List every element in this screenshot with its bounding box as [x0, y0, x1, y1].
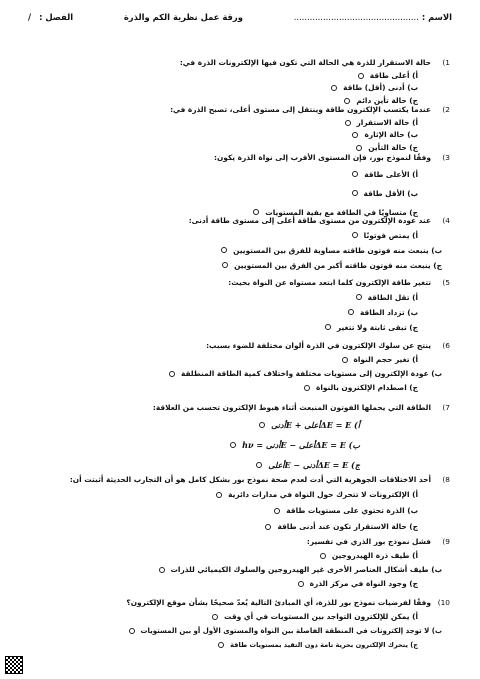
- radio-icon[interactable]: [259, 422, 265, 428]
- radio-icon[interactable]: [298, 581, 304, 587]
- option-a[interactable]: [30, 487, 418, 503]
- radio-icon[interactable]: [265, 524, 271, 530]
- question-stem: فشل نموذج بور الذري في تفسير:: [306, 537, 431, 546]
- question-2: [30, 104, 450, 154]
- option-b[interactable]: [30, 563, 442, 577]
- radio-icon[interactable]: [230, 442, 236, 448]
- radio-icon[interactable]: [159, 567, 165, 573]
- radio-icon[interactable]: [129, 628, 135, 634]
- sheet-title: ورقة عمل نظرية الكم والذرة: [123, 12, 243, 22]
- option-a[interactable]: [30, 290, 418, 305]
- radio-icon[interactable]: [352, 132, 358, 138]
- question-stem: وفقًا لنموذج بور، فإن المستوى الأقرب إلى نواة الذرة يكون:: [214, 153, 431, 162]
- option-label: ب) طيف أشكال العناصر الأخرى غير الهيدروجين والسلوك الكيميائي للذرات: [170, 564, 442, 574]
- question-number: (4: [442, 216, 450, 225]
- option-b[interactable]: [30, 435, 360, 455]
- question-7: [30, 402, 450, 475]
- class-value: /: [28, 12, 32, 22]
- option-a[interactable]: [30, 117, 418, 130]
- radio-icon[interactable]: [344, 98, 350, 104]
- radio-icon[interactable]: [356, 145, 362, 151]
- option-label: ب) عودة الإلكترون إلى مستويات مختلفة واختلاف كمية الطاقة المنطلقة: [181, 368, 442, 378]
- option-b[interactable]: [30, 305, 418, 320]
- question-1: [30, 57, 450, 107]
- question-9: [30, 536, 450, 591]
- question-stem: عندما يكتسب الإلكترون طاقة وينتقل إلى مستوى أعلى، تصبح الذرة في:: [170, 105, 431, 114]
- option-b[interactable]: [30, 184, 418, 203]
- option-label: ج) تبقى ثابتة ولا تتغير: [336, 322, 418, 332]
- option-label: ب) الذرة تحتوي على مستويات طاقة: [286, 505, 418, 515]
- option-b[interactable]: [30, 82, 418, 95]
- name-field[interactable]: [294, 12, 452, 22]
- option-label: ج) يتحرك الإلكترون بحرية تامة دون التقيد بمستويات طاقة: [230, 640, 418, 649]
- question-number: (1: [442, 58, 450, 67]
- radio-icon[interactable]: [304, 385, 310, 391]
- option-label: أ) حالة الاستقرار: [356, 117, 418, 127]
- option-c[interactable]: [30, 381, 418, 395]
- option-c[interactable]: [30, 455, 360, 475]
- radio-icon[interactable]: [356, 294, 362, 300]
- question-stem: وفقًا لفرضيات نموذج بور للذرة، أي المبادئ التالية يُعدّ صحيحًا بشأن موقع الإلكترون؟: [126, 598, 431, 607]
- radio-icon[interactable]: [222, 262, 228, 268]
- question-stem: الطاقة التي يحملها الفوتون المنبعث أثناء هبوط الإلكترون تحسب من العلاقة:: [152, 403, 431, 412]
- option-b[interactable]: [30, 367, 442, 381]
- question-8: [30, 474, 450, 535]
- name-blank: ...............................................: [293, 12, 419, 22]
- question-number: (10: [437, 598, 450, 607]
- question-4: [30, 215, 450, 273]
- radio-icon[interactable]: [348, 309, 354, 315]
- option-label: أ) الأعلى طاقة: [364, 169, 418, 179]
- question-stem: ينتج عن سلوك الإلكترون في الذرة ألوان مختلفة للضوء بسبب:: [206, 341, 431, 350]
- option-label: ج) ينبعث منه فوتون طاقته أكبر من الفرق بين المستويين: [234, 260, 442, 270]
- option-label: أ) يمتص فوتونًا: [363, 230, 418, 240]
- radio-icon[interactable]: [169, 371, 175, 377]
- question-stem: عند عودة الإلكترون من مستوى طاقة أعلى إلى مستوى طاقة أدنى:: [188, 216, 431, 225]
- option-a[interactable]: [30, 610, 418, 624]
- option-label: ب) حالة الإثارة: [364, 130, 418, 139]
- equation-label: ج) ΔE = Eأدنى − Eأعلى: [268, 459, 360, 470]
- radio-icon[interactable]: [274, 508, 280, 514]
- qr-code-icon: [6, 657, 22, 673]
- question-stem: أحد الاختلافات الجوهرية التي أدت لعدم صحة نموذج بور بشكل كامل هو أن التجارب الحديثة أثبتت أن:: [69, 475, 431, 484]
- question-number: (2: [442, 105, 450, 114]
- question-stem: حالة الاستقرار للذرة هي الحالة التي تكون فيها الإلكترونات الذرة في:: [179, 58, 431, 67]
- option-label: أ) أعلى طاقة: [369, 70, 418, 80]
- radio-icon[interactable]: [325, 324, 331, 330]
- option-label: ب) الأقل طاقة: [363, 188, 418, 198]
- option-label: ج) متساويًا في الطاقة مع بقية المستويات: [265, 207, 418, 217]
- option-label: أ) تغير حجم النواة: [353, 354, 418, 364]
- radio-icon[interactable]: [352, 232, 358, 238]
- option-a[interactable]: [30, 228, 418, 243]
- question-5: [30, 277, 450, 335]
- radio-icon[interactable]: [352, 190, 358, 196]
- option-label: أ) الإلكترونات لا تتحرك حول النواة في مدارات دائرية: [228, 489, 418, 499]
- option-a[interactable]: [30, 549, 418, 563]
- question-number: (3: [442, 153, 450, 162]
- question-3: [30, 152, 450, 222]
- option-label: ب) ينبعث منه فوتون طاقته مساوية للفرق بين المستويين: [233, 245, 442, 255]
- option-b[interactable]: [30, 129, 418, 142]
- option-label: أ) تقل الطاقة: [367, 292, 418, 302]
- option-label: ب) لا توجد إلكترونات في المنطقة الفاصلة بين النواة والمستوى الأول أو بين المستويات: [140, 626, 442, 635]
- option-c[interactable]: [30, 519, 418, 535]
- radio-icon[interactable]: [256, 462, 262, 468]
- option-c[interactable]: [30, 577, 418, 591]
- option-label: ب) أدنى (أقل) طاقة: [343, 83, 418, 92]
- equation-label: أ) ΔE = Eأعلى + Eأدنى: [271, 419, 360, 430]
- question-10: [30, 597, 450, 652]
- option-label: ج) حالة التأين: [368, 142, 418, 152]
- option-label: ج) اصطدام الإلكترون بالنواة: [315, 382, 418, 392]
- option-label: ج) وجود النواة في مركز الذرة: [309, 578, 418, 588]
- question-number: (6: [442, 341, 450, 350]
- question-6: [30, 340, 450, 395]
- radio-icon[interactable]: [218, 642, 224, 648]
- radio-icon[interactable]: [212, 614, 218, 620]
- option-a[interactable]: [30, 165, 418, 184]
- option-label: أ) طيف ذرة الهيدروجين: [331, 550, 418, 560]
- equation-label: ب) ΔE = Eأعلى − Eأدنى = hν: [242, 439, 360, 450]
- option-label: ب) تزداد الطاقة: [359, 307, 418, 317]
- class-label: الفصل :: [39, 12, 74, 22]
- radio-icon[interactable]: [358, 73, 364, 79]
- option-label: ج) حالة الاستقرار تكون عند أدنى طاقة: [277, 521, 418, 531]
- option-c[interactable]: [30, 638, 418, 652]
- class-field[interactable]: [28, 12, 73, 22]
- option-b[interactable]: [30, 624, 442, 638]
- option-label: أ) يمكن للإلكترون التواجد بين المستويات في أي وقت: [224, 611, 418, 621]
- question-number: (7: [442, 403, 450, 412]
- option-c[interactable]: [30, 320, 418, 335]
- radio-icon[interactable]: [352, 171, 358, 177]
- option-c[interactable]: [30, 258, 442, 273]
- question-number: (5: [442, 278, 450, 287]
- radio-icon[interactable]: [221, 247, 227, 253]
- radio-icon[interactable]: [320, 553, 326, 559]
- question-number: (8: [442, 475, 450, 484]
- question-stem: تتغير طاقة الإلكترون كلما ابتعد مستواه عن النواة بحيث:: [228, 278, 431, 287]
- radio-icon[interactable]: [331, 85, 337, 91]
- radio-icon[interactable]: [216, 492, 222, 498]
- worksheet-header: [28, 12, 452, 22]
- radio-icon[interactable]: [345, 120, 351, 126]
- name-label: الاسم :: [421, 12, 452, 22]
- option-b[interactable]: [30, 243, 442, 258]
- option-a[interactable]: [30, 353, 418, 367]
- option-label: ج) حالة تأين دائم: [356, 95, 418, 105]
- radio-icon[interactable]: [342, 357, 348, 363]
- option-b[interactable]: [30, 503, 418, 519]
- option-a[interactable]: [30, 70, 418, 83]
- question-number: (9: [442, 537, 450, 546]
- option-a[interactable]: [30, 415, 360, 435]
